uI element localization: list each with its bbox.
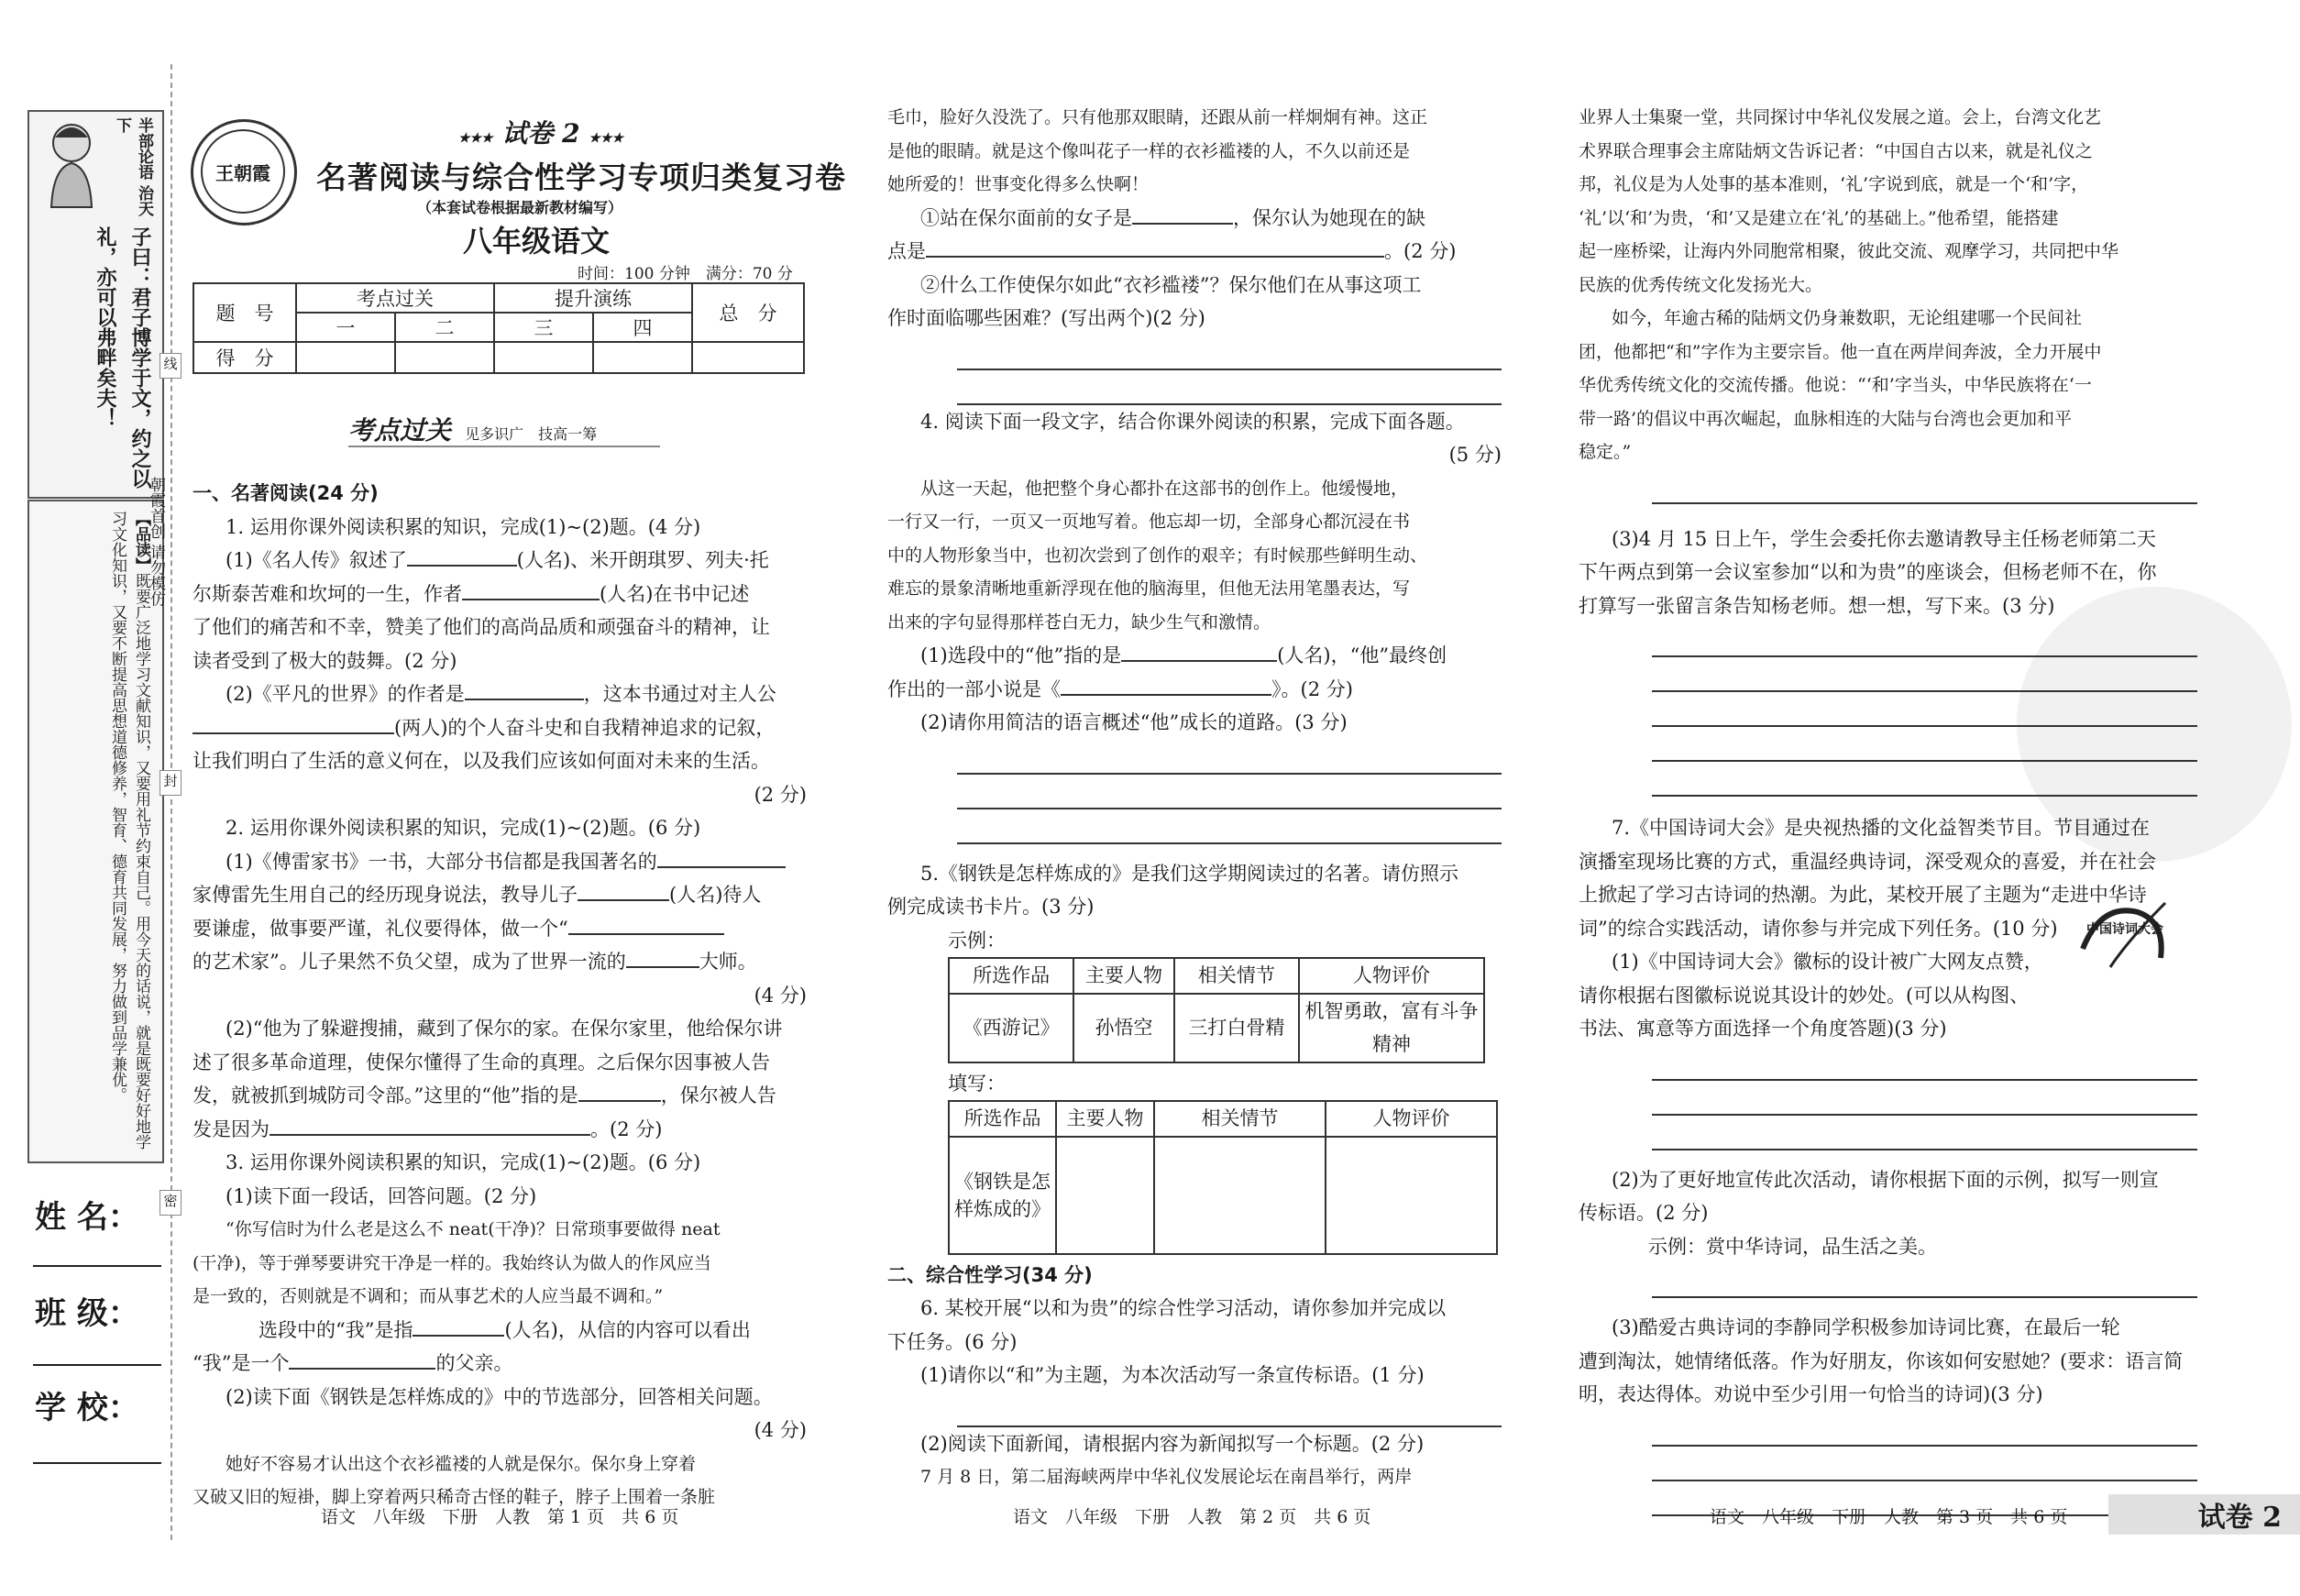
confucius-illustration (35, 117, 108, 209)
q4-2: (2)请你用简洁的语言概述“他”成长的道路。(3 分) (920, 711, 1348, 733)
score-col-3: 三 (494, 313, 593, 342)
answer-blank[interactable] (193, 732, 394, 734)
q7-1-cont2: 书法、寓意等方面选择一个角度答题)(3 分) (1579, 1018, 1947, 1040)
class-field[interactable] (33, 1364, 161, 1366)
name-field[interactable] (33, 1265, 161, 1267)
answer-line[interactable] (1652, 727, 2197, 762)
fold-mark-secret: 密 (160, 1190, 182, 1216)
score-col-1: 一 (296, 313, 395, 342)
table-header: 人物评价 (1299, 958, 1484, 994)
brand-name: 王朝霞 (215, 161, 270, 184)
answer-line[interactable] (1652, 1046, 2197, 1081)
score-header-section1: 考点过关 (296, 283, 494, 313)
grade-title: 八年级语文 (463, 224, 611, 259)
column-1 (193, 477, 807, 1514)
answer-line[interactable] (1652, 469, 2197, 504)
score-header-total: 总 分 (692, 283, 804, 342)
score-cell[interactable] (494, 342, 593, 373)
q2-1-cont2: 要谦虚，做事要严谨，礼仪要得体，做一个“ (193, 912, 807, 946)
star-icon: ★★★ (589, 131, 624, 146)
q4-score: (5 分) (1448, 444, 1502, 466)
answer-line[interactable] (1652, 1447, 2197, 1481)
news-12: 稳定。” (1579, 442, 1632, 462)
poetry-emblem (2074, 885, 2184, 985)
banner-title: 考点过关 (348, 415, 452, 446)
passage-3: 毛巾，脸好久没洗了。只有他那双眼睛，还跟从前一样炯炯有神。这正 (887, 107, 1428, 127)
q6-stem: 6. 某校开展“以和为贵”的综合性学习活动，请你参加并完成以 (920, 1297, 1447, 1319)
answer-blank[interactable] (413, 1335, 504, 1337)
answer-line[interactable] (1652, 622, 2197, 657)
table-cell: 三打白骨精 (1174, 994, 1299, 1062)
answer-blank[interactable] (407, 565, 517, 567)
answer-line[interactable] (1652, 1081, 2197, 1116)
answer-blank[interactable] (1061, 694, 1271, 696)
name-label: 姓 名： (35, 1199, 139, 1236)
score-cell[interactable] (296, 342, 395, 373)
q1-stem: 1. 运用你课外阅读积累的知识，完成(1)~(2)题。(4 分) (226, 515, 701, 538)
column-2 (887, 101, 1502, 1494)
pindu-box (28, 500, 164, 1163)
column-3 (1579, 101, 2197, 1516)
sidebar-quote: 子曰：君子博学于文，约之以礼，亦可以弗畔矣夫！ (94, 226, 151, 489)
q2-1-cont: 家傅雷先生用自己的经历现身说法，教导儿子 (人名)待人 (193, 884, 762, 906)
q7-3-cont: 遭到淘汰，她情绪低落。作为好朋友，你该如何安慰她？(要求：语言简 (1579, 1349, 2184, 1372)
q7-3-cont2: 明，表达得体。劝说中至少引用一句恰当的诗词)(3 分) (1579, 1383, 2043, 1405)
q3-quote-2: (干净)，等于弹琴要讲究干净是一样的。我始终认为做人的作风应当 (193, 1252, 711, 1273)
q3-2-b-cont: 作时面临哪些困难？(写出两个)(2 分) (887, 307, 1205, 329)
section-1-heading: 一、名著阅读(24 分) (193, 482, 379, 504)
q6-stem-cont: 下任务。(6 分) (887, 1330, 1018, 1353)
q2-1: (1)《傅雷家书》一书，大部分书信都是我国著名的 (193, 845, 807, 879)
news-7: 民族的优秀传统文化发扬光大。 (1579, 274, 1823, 295)
score-table (193, 282, 805, 374)
side-note: 朝霞首创 请勿模仿 (147, 477, 165, 607)
answer-line[interactable] (957, 336, 1502, 370)
table-input-cell[interactable] (1056, 1137, 1154, 1254)
footer-page-1: 语文 八年级 下册 人教 第 1 页 共 6 页 (321, 1507, 679, 1527)
q2-1-cont3: 的艺术家”。儿子果然不负父望，成为了世界一流的 大师。 (193, 951, 757, 973)
paper-title: 名著阅读与综合性学习专项归类复习卷 (316, 160, 846, 195)
fold-mark-line: 线 (160, 353, 182, 379)
table-cell: 孙悟空 (1073, 994, 1174, 1062)
answer-blank[interactable] (462, 599, 600, 600)
q3-2-score: (4 分) (754, 1419, 807, 1441)
news-1: 7 月 8 日，第二届海峡两岸中华礼仪发展论坛在南昌举行，两岸 (920, 1467, 1413, 1487)
score-col-4: 四 (593, 313, 692, 342)
q4-1: (1)选段中的“他”指的是 (人名)，“他”最终创 (920, 644, 1447, 666)
q2-2-cont2: 发，就被抓到城防司令部。”这里的“他”指的是 ，保尔被人告 (193, 1084, 776, 1106)
answer-blank[interactable] (568, 933, 724, 935)
q6-2: (2)阅读下面新闻，请根据内容为新闻拟写一个标题。(2 分) (920, 1432, 1425, 1455)
answer-blank[interactable] (657, 866, 786, 868)
table-header: 主要人物 (1073, 958, 1174, 994)
q7-3: (3)酷爱古典诗词的李静同学积极参加诗词比赛，在最后一轮 (1612, 1316, 2120, 1338)
paper-number: 试卷 2 (501, 118, 580, 149)
q1-1: (1)《名人传》叙述了 (人名)、米开朗琪罗、列夫·托 (226, 549, 769, 571)
table-cell: 《西游记》 (949, 994, 1073, 1062)
answer-line[interactable] (957, 775, 1502, 809)
q2-stem: 2. 运用你课外阅读积累的知识，完成(1)~(2)题。(6 分) (226, 817, 701, 839)
reading-2: 一行又一行，一页又一页地写着。他忘却一切，全部身心都沉浸在书 (887, 512, 1411, 532)
footer-page-3: 语文 八年级 下册 人教 第 3 页 共 6 页 (1710, 1507, 2068, 1527)
answer-blank[interactable] (465, 699, 584, 700)
q1-2-cont: (两人)的个人奋斗史和自我精神追求的记叙， (193, 711, 807, 745)
q4-1-cont: 作出的一部小说是《 》。(2 分) (887, 677, 1353, 700)
paper-subtitle: （本套试卷根据最新教材编写） (417, 199, 623, 216)
q1-1-cont: 尔斯泰苦难和坎坷的一生，作者 (人名)在书中记述 (193, 582, 750, 605)
news-10: 华优秀传统文化的交流传播。他说：“‘和’字当头，中华民族将在‘一 (1579, 375, 2092, 395)
score-col-2: 二 (395, 313, 494, 342)
score-cell[interactable] (692, 342, 804, 373)
answer-blank[interactable] (926, 256, 1384, 258)
school-field[interactable] (33, 1462, 161, 1464)
q7-2: (2)为了更好地宣传此次活动，请你根据下面的示例，拟写一则宣 (1612, 1168, 2159, 1191)
answer-line[interactable] (1652, 1116, 2197, 1150)
q1-2-cont2: 让我们明白了生活的意义何在，以及我们应该如何面对未来的生活。 (193, 750, 770, 772)
reading-5: 出来的字句显得那样苍白无力，缺少生气和激情。 (887, 611, 1271, 633)
q3-2: (2)读下面《钢铁是怎样炼成的》中的节选部分，回答相关问题。 (226, 1385, 773, 1408)
score-row-label: 得 分 (193, 342, 296, 373)
table-input-cell[interactable] (1326, 1137, 1497, 1254)
q7-1-cont: 请你根据右图徽标说说其设计的妙处。(可以从构图、 (1579, 984, 2030, 1007)
table-header: 相关情节 (1174, 958, 1299, 994)
q2-2-cont3: 发是因为 。(2 分) (193, 1117, 663, 1140)
q7-stem: 7.《中国诗词大会》是央视热播的文化益智类节目。节目通过在 (1612, 817, 2151, 839)
fold-line (171, 64, 172, 1540)
school-label: 学 校： (35, 1390, 139, 1426)
brand-logo (191, 119, 297, 226)
q3-2-b: ②什么工作使保尔如此“衣衫褴褛”？保尔他们在从事这项工 (920, 273, 1422, 296)
table-header: 主要人物 (1056, 1101, 1154, 1137)
q1-2-score: (2 分) (754, 783, 807, 806)
pindu-content: 既要广泛地学习文献知识，又要用礼节约束自己。用今天的话说，就是既要好好地学习文化知识，又要不断提高思想道德修养，智育、德育共同发展，努力做到品学兼优。 (108, 511, 150, 1150)
answer-line[interactable] (1652, 1412, 2197, 1447)
score-header-section2: 提升演练 (494, 283, 692, 313)
q5-stem-cont: 例完成读书卡片。(3 分) (887, 896, 1095, 918)
table-cell: 机智勇敢，富有斗争精神 (1299, 994, 1484, 1062)
answer-line[interactable] (957, 1392, 1502, 1427)
section-banner (348, 411, 660, 447)
brand-logo-inner (201, 129, 285, 214)
section-2-heading: 二、综合性学习(34 分) (887, 1263, 1093, 1286)
q2-1-score: (4 分) (754, 984, 807, 1007)
table-cell: 《钢铁是怎样炼成的》 (949, 1137, 1056, 1254)
fill-table (948, 1100, 1498, 1255)
sidebar-quote-box (28, 110, 164, 499)
emblem-text: 中国诗词大会 (2086, 922, 2163, 937)
passage-4: 是他的眼睛。就是这个像叫花子一样的衣衫褴褛的人，不久以前还是 (887, 140, 1411, 161)
score-cell[interactable] (395, 342, 494, 373)
news-9: 团，他都把“和”字作为主要宗旨。他一直在两岸间奔波，全力开展中 (1579, 341, 2102, 362)
footer-tag (2108, 1494, 2300, 1535)
q1-1-cont2: 了他们的痛苦和不幸，赞美了他们的高尚品质和顽强奋斗的精神，让 (193, 616, 770, 638)
answer-blank[interactable] (578, 1100, 661, 1102)
answer-blank[interactable] (1132, 223, 1233, 225)
answer-blank[interactable] (270, 1134, 590, 1136)
answer-line[interactable] (957, 809, 1502, 844)
q6-3: (3)4 月 15 日上午，学生会委托你去邀请教导主任杨老师第二天 (1612, 527, 2156, 550)
reading-1: 从这一天起，他把整个身心都扑在这部书的创作上。他缓慢地， (920, 478, 1409, 499)
news-8: 如今，年逾古稀的陆炳文仍身兼数职，无论组建哪一个民间社 (1612, 308, 2083, 328)
score-header-label: 题 号 (193, 283, 296, 342)
q7-2-example: 示例：赏中华诗词，品生活之美。 (1648, 1235, 1937, 1258)
q3-2-a: ①站在保尔面前的女子是 ，保尔认为她现在的缺 (920, 206, 1425, 229)
footer-tag-text: 试卷 2 (2197, 1502, 2282, 1534)
passage-5: 她所爱的！世事变化得多么快啊！ (887, 174, 1150, 194)
q5-stem: 5.《钢铁是怎样炼成的》是我们这学期阅读过的名著。请仿照示 (920, 862, 1459, 885)
table-input-cell[interactable] (1154, 1137, 1326, 1254)
answer-blank[interactable] (289, 1368, 435, 1370)
q3-1-ans2: “我”是一个 的父亲。 (193, 1352, 513, 1374)
news-6: 起一座桥梁，让海内外同胞常相聚，彼此交流、观摩学习，共同把中华 (1579, 241, 2119, 261)
news-3: 术界联合理事会主席陆炳文告诉记者：“中国自古以来，就是礼仪之 (1579, 140, 2093, 161)
series-title: 半部论语 治天下 (113, 117, 153, 216)
table-header: 人物评价 (1326, 1101, 1497, 1137)
news-5: ‘礼’以‘和’为贵，‘和’又是建立在‘礼’的基础上。”他希望，能搭建 (1579, 207, 2059, 228)
news-11: 带一路’的倡议中再次崛起，血脉相连的大陆与台湾也会更加和平 (1579, 408, 2073, 429)
q6-1: (1)请你以“和”为主题，为本次活动写一条宣传标语。(1 分) (920, 1364, 1425, 1386)
banner-sub: 见多识广 技高一筹 (465, 425, 598, 443)
q1-1-cont3: 读者受到了极大的鼓舞。(2 分) (193, 649, 457, 672)
q6-3-cont2: 打算写一张留言条告知杨老师。想一想，写下来。(3 分) (1579, 594, 2055, 617)
reading-3: 中的人物形象当中，也初次尝到了创作的艰辛；有时候那些鲜明生动、 (887, 545, 1428, 566)
score-cell[interactable] (593, 342, 692, 373)
answer-line[interactable] (1652, 692, 2197, 727)
q7-stem-2: 演播室现场比赛的方式，重温经典诗词，深受观众的喜爱，并在社会 (1579, 850, 2156, 873)
q2-2-cont: 述了很多革命道理，使保尔懂得了生命的真理。之后保尔因事被人告 (193, 1051, 770, 1073)
example-label: 示例： (948, 929, 1006, 952)
footer-page-2: 语文 八年级 下册 人教 第 2 页 共 6 页 (1013, 1507, 1371, 1527)
q3-quote-1: “你写信时为什么老是这么不 neat(干净)？日常琐事要做得 neat (226, 1219, 721, 1239)
q3-2-a-cont: 点是 。(2 分) (887, 240, 1457, 262)
q3-1-ans: 选段中的“我”是指 (人名)，从信的内容可以看出 (259, 1318, 751, 1341)
q3-stem: 3. 运用你课外阅读积累的知识，完成(1)~(2)题。(6 分) (226, 1151, 701, 1173)
star-icon: ★★★ (458, 131, 493, 146)
paper-label (458, 114, 623, 150)
q7-2-cont: 传标语。(2 分) (1579, 1202, 1709, 1224)
answer-line[interactable] (957, 740, 1502, 775)
q2-2: (2)“他为了躲避搜捕，藏到了保尔的家。在保尔家里，他给保尔讲 (226, 1018, 783, 1040)
table-header: 相关情节 (1154, 1101, 1326, 1137)
answer-line[interactable] (957, 370, 1502, 405)
news-2: 业界人士集聚一堂，共同探讨中华礼仪发展之道。会上，台湾文化艺 (1579, 107, 2102, 127)
answer-blank[interactable] (626, 966, 699, 968)
answer-line[interactable] (1652, 762, 2197, 797)
example-table (948, 957, 1485, 1063)
pindu-label: 【品读】 (132, 511, 150, 573)
news-4: 邦，礼仪是为人处事的基本准则，‘礼’字说到底，就是一个‘和’字， (1579, 174, 2089, 194)
fill-label: 填写： (948, 1072, 1006, 1095)
q7-stem-4: 词”的综合实践活动，请你参与并完成下列任务。(10 分) (1579, 917, 2058, 940)
passage-1: 她好不容易才认出这个衣衫褴褛的人就是保尔。保尔身上穿着 (226, 1453, 697, 1474)
answer-blank[interactable] (1121, 660, 1277, 662)
table-header: 所选作品 (949, 1101, 1056, 1137)
answer-blank[interactable] (578, 899, 669, 901)
fold-mark-seal: 封 (160, 770, 182, 796)
reading-4: 难忘的景象清晰地重新浮现在他的脑海里，但他无法用笔墨表达，写 (887, 578, 1411, 599)
q7-1: (1)《中国诗词大会》徽标的设计被广大网友点赞， (1612, 951, 2043, 973)
q6-3-cont: 下午两点到第一会议室参加“以和为贵”的座谈会，但杨老师不在，你 (1579, 561, 2157, 583)
class-label: 班 级： (35, 1295, 139, 1332)
q1-2: (2)《平凡的世界》的作者是 ，这本书通过对主人公 (226, 683, 776, 705)
answer-line[interactable] (1652, 1263, 2197, 1298)
table-header: 所选作品 (949, 958, 1073, 994)
answer-line[interactable] (1652, 657, 2197, 692)
q3-quote-3: 是一致的，否则就是不调和；而从事艺术的人应当最不调和。” (193, 1286, 664, 1306)
q4-stem: 4. 阅读下面一段文字，结合你课外阅读的积累，完成下面各题。 (920, 410, 1465, 433)
q7-stem-3: 上掀起了学习古诗词的热潮。为此，某校开展了主题为“走进中华诗 (1579, 884, 2147, 906)
passage-2: 又破又旧的短褂，脚上穿着两只稀奇古怪的鞋子，脖子上围着一条脏 (193, 1487, 716, 1507)
q3-1: (1)读下面一段话，回答问题。(2 分) (226, 1184, 537, 1207)
time-info: 时间：100 分钟 满分：70 分 (578, 265, 793, 283)
